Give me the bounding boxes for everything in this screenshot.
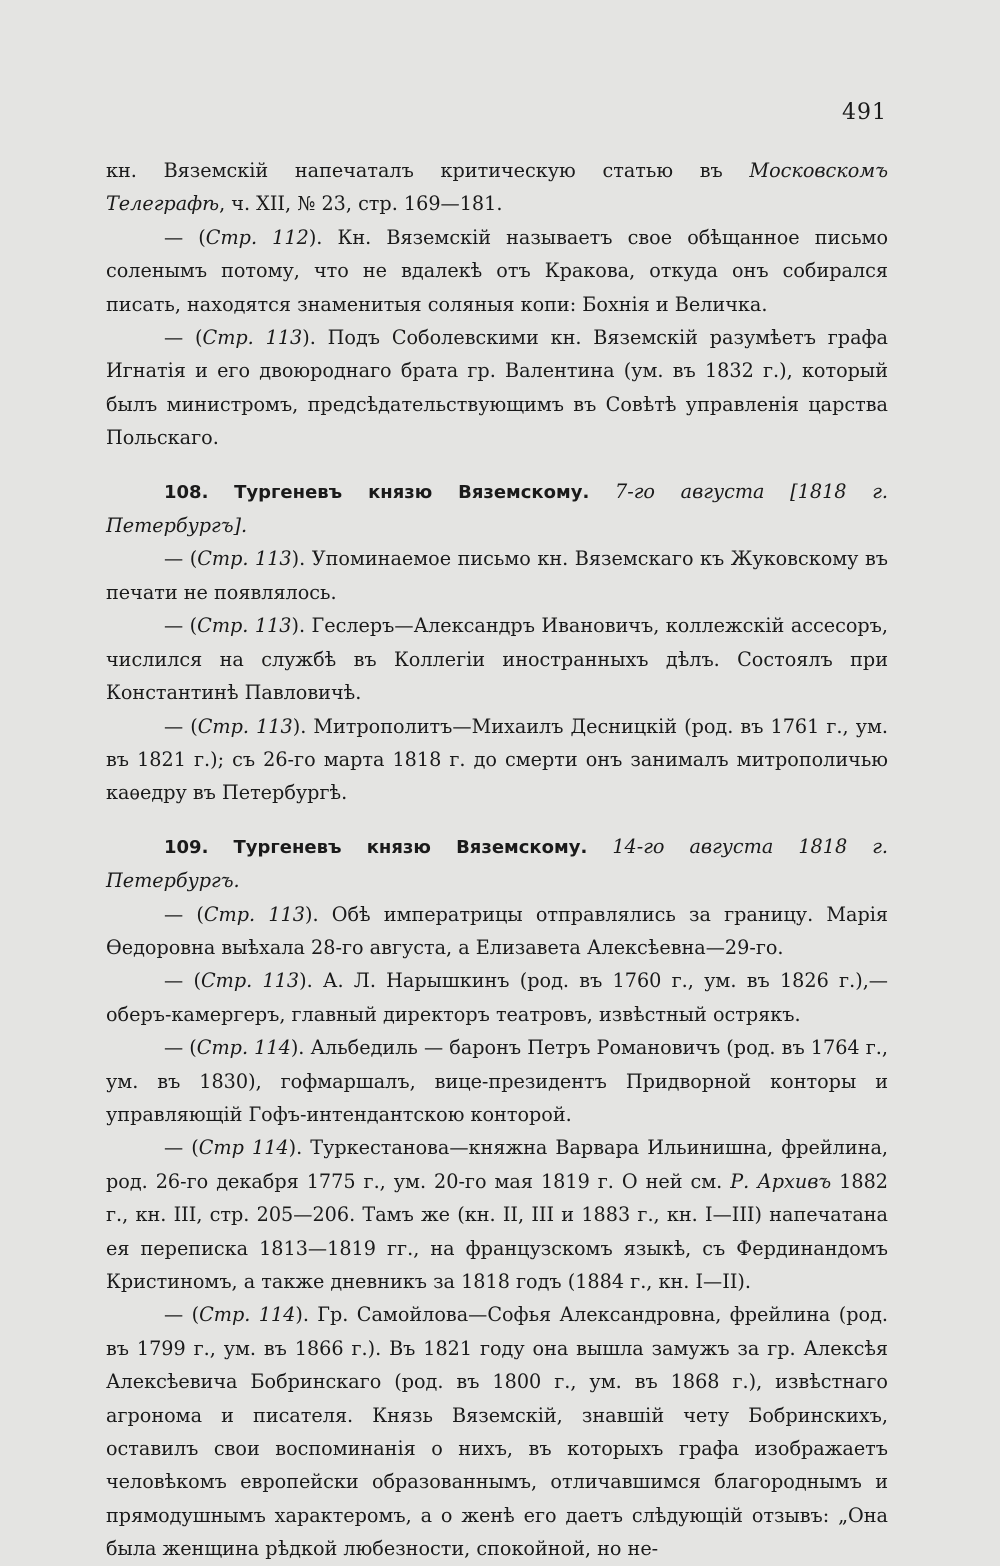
paragraph bbox=[106, 710, 888, 810]
page-number: 491 bbox=[842, 100, 887, 125]
page-reference: Стр. 113 bbox=[197, 614, 292, 638]
page-reference: Стр. 112 bbox=[205, 225, 309, 249]
paragraph bbox=[106, 542, 888, 609]
page-reference: Стр. 113 bbox=[197, 547, 292, 571]
text-run: — ( bbox=[164, 714, 198, 738]
letter-heading-109 bbox=[106, 830, 888, 898]
text-run: — ( bbox=[164, 1136, 199, 1160]
text-run: 1882 г., кн. III, стр. 205—206. Тамъ же (кн. II, III и 1883 г., кн. I—III) напечатана ея переписка 1813—1819 гг., на французскомъ языкѣ, съ Фердинандомъ Кристиномъ, а также дневникъ за 1818 годъ (1884 г., кн. I—II). bbox=[106, 1169, 888, 1293]
text-run: — ( bbox=[164, 614, 198, 638]
text-run: — ( bbox=[164, 1036, 197, 1060]
page-reference: Стр. 113 bbox=[202, 326, 303, 350]
text-run: — ( bbox=[164, 969, 201, 993]
paragraph bbox=[106, 609, 888, 709]
letter-heading-108 bbox=[106, 475, 888, 543]
text-run: — ( bbox=[164, 1303, 200, 1327]
paragraph bbox=[106, 221, 888, 321]
paragraph bbox=[106, 1031, 888, 1131]
paragraph bbox=[106, 1298, 888, 1565]
page-reference: Стр. 113 bbox=[203, 902, 305, 926]
page-reference: Стр. 114 bbox=[196, 1036, 291, 1060]
paragraph bbox=[106, 321, 888, 455]
text-run: ). Туркестанова—княжна Варвара Ильинишна, фрейлина, род. 26-го декабря 1775 г., ум. 20-го мая 1819 г. О ней см. bbox=[106, 1136, 888, 1193]
text-run: ). Подъ Соболевскими кн. Вяземскій разумѣетъ графа Игнатія и его двоюроднаго брата гр. Валентина (ум. въ 1832 г.), который былъ министромъ, предсѣдательствующимъ въ Совѣтѣ управленія царства Польскаго. bbox=[106, 326, 888, 450]
text-run: , ч. XII, № 23, стр. 169—181. bbox=[219, 192, 503, 216]
page-body bbox=[106, 154, 888, 1566]
paragraph bbox=[106, 898, 888, 965]
letter-number: 109. bbox=[164, 836, 209, 858]
text-run: кн. Вяземскій напечаталъ критическую статью въ bbox=[106, 159, 750, 182]
paragraph bbox=[106, 154, 888, 221]
text-run: — ( bbox=[164, 902, 204, 926]
text-run: ). А. Л. Нарышкинъ (род. въ 1760 г., ум. въ 1826 г.),— оберъ-камергеръ, главный директоръ театровъ, извѣстный острякъ. bbox=[106, 969, 888, 1026]
text-run: ). Геслеръ—Александръ Ивановичъ, коллежскій ассесоръ, числился на службѣ въ Коллегіи иностранныхъ дѣлъ. Состоялъ при Константинѣ Павловичѣ. bbox=[106, 614, 888, 705]
text-run: ). Упоминаемое письмо кн. Вяземскаго къ Жуковскому въ печати не появлялось. bbox=[106, 547, 888, 604]
text-run: — ( bbox=[164, 326, 203, 350]
page-reference: Стр. 114 bbox=[199, 1303, 296, 1327]
paragraph bbox=[106, 1131, 888, 1298]
journal-title: Московскомъ Телеграфѣ bbox=[106, 159, 888, 216]
text-run: ). Обѣ императрицы отправлялись за границу. Марія Ѳедоровна выѣхала 28-го августа, а Елизавета Алексѣевна—29-го. bbox=[106, 902, 888, 959]
text-run: ). Гр. Самойлова—Софья Александровна, фрейлина (род. въ 1799 г., ум. въ 1866 г.). Въ 1821 году она вышла замужъ за гр. Алексѣя Алексѣевича Бобринскаго (род. въ 1800 г., ум. въ 1868 г.), извѣстнаго агронома и писателя. Князь Вяземскій, знавшій чету Бобринскихъ, оставилъ свои воспоминанія о нихъ, въ которыхъ графа изображаетъ человѣкомъ европейски образованнымъ, отличавшимся благороднымъ и прямодушнымъ характеромъ, а о женѣ его даетъ слѣдующій отзывъ: „Она была женщина рѣдкой любезности, спокойной, но не- bbox=[106, 1303, 888, 1561]
text-run: ). Кн. Вяземскій называетъ свое обѣщанное письмо соленымъ потому, что не вдалекѣ отъ Кракова, откуда онъ собирался писать, находятся знаменитыя соляныя копи: Бохнія и Величка. bbox=[106, 225, 888, 316]
letter-title: Тургеневъ князю Вяземскому. bbox=[233, 836, 588, 858]
page-reference: Стр. 113 bbox=[200, 969, 300, 993]
text-run: — ( bbox=[164, 547, 198, 571]
text-run: ). Альбедиль — баронъ Петръ Романовичъ (род. въ 1764 г., ум. въ 1830), гофмаршалъ, вице-президентъ Придворной конторы и управляющій Гофъ-интендантскою конторой. bbox=[106, 1036, 888, 1126]
letter-title: Тургеневъ князю Вяземскому. bbox=[234, 481, 590, 503]
page-reference: Стр 114 bbox=[198, 1136, 289, 1160]
letter-date: 7-го августа [1818 г. Петербургъ]. bbox=[106, 479, 888, 538]
text-run: — ( bbox=[164, 225, 206, 249]
journal-title: Р. Архивъ bbox=[730, 1169, 832, 1193]
paragraph bbox=[106, 964, 888, 1031]
text-run: ). Митрополитъ—Михаилъ Десницкій (род. въ 1761 г., ум. въ 1821 г.); съ 26-го марта 1818 г. до смерти онъ занималъ митрополичью каѳедру въ Петербургѣ. bbox=[106, 714, 889, 805]
letter-date: 14-го августа 1818 г. Петербургъ. bbox=[106, 834, 888, 893]
page-reference: Стр. 113 bbox=[197, 714, 293, 738]
letter-number: 108. bbox=[164, 481, 209, 503]
